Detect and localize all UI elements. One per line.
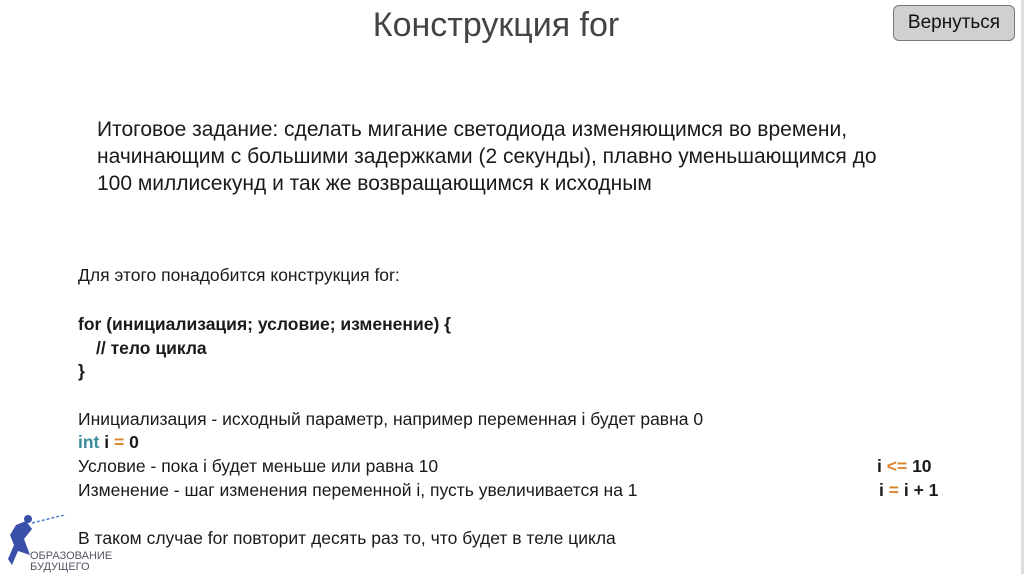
conclusion-text: В таком случае for повторит десять раз то, что будет в теле цикла: [78, 528, 616, 548]
init-text: Инициализация - исходный параметр, например переменная i будет равна 0: [78, 409, 704, 429]
cond-text: Условие - пока i будет меньше или равна 10: [78, 456, 439, 476]
code-line-1: for (инициализация; условие; изменение) {: [78, 314, 451, 334]
cond-row: [78, 455, 1024, 479]
change-text: Изменение - шаг изменения переменной i, пусть увеличивается на 1: [78, 480, 638, 500]
intro-text: Для этого понадобится конструкция for:: [78, 265, 400, 285]
logo-text: [30, 551, 112, 573]
value: 0: [129, 432, 139, 452]
back-button[interactable]: Вернуться: [893, 5, 1015, 41]
page-title: Конструкция for: [372, 6, 620, 44]
keyword: int: [78, 432, 100, 452]
task-text: Итоговое задание: сделать мигание светодиода изменяющимся во времени, начинающим с большими задержками (2 секунды), плавно уменьшающимся до 100 миллисекунд и так же возвращающимся к исходным: [97, 118, 877, 195]
operator: =: [114, 432, 125, 452]
cond-code: i <= 10: [877, 456, 932, 476]
var: i: [104, 432, 110, 452]
change-code: i = i + 1: [879, 480, 939, 500]
change-row: [78, 479, 1024, 503]
logo-line-2: БУДУЩЕГО: [30, 561, 90, 573]
init-code: [78, 431, 139, 455]
logo-line-1: ОБРАЗОВАНИЕ: [30, 550, 113, 562]
code-line-2: // тело цикла: [96, 338, 207, 358]
code-line-3: }: [78, 361, 85, 381]
